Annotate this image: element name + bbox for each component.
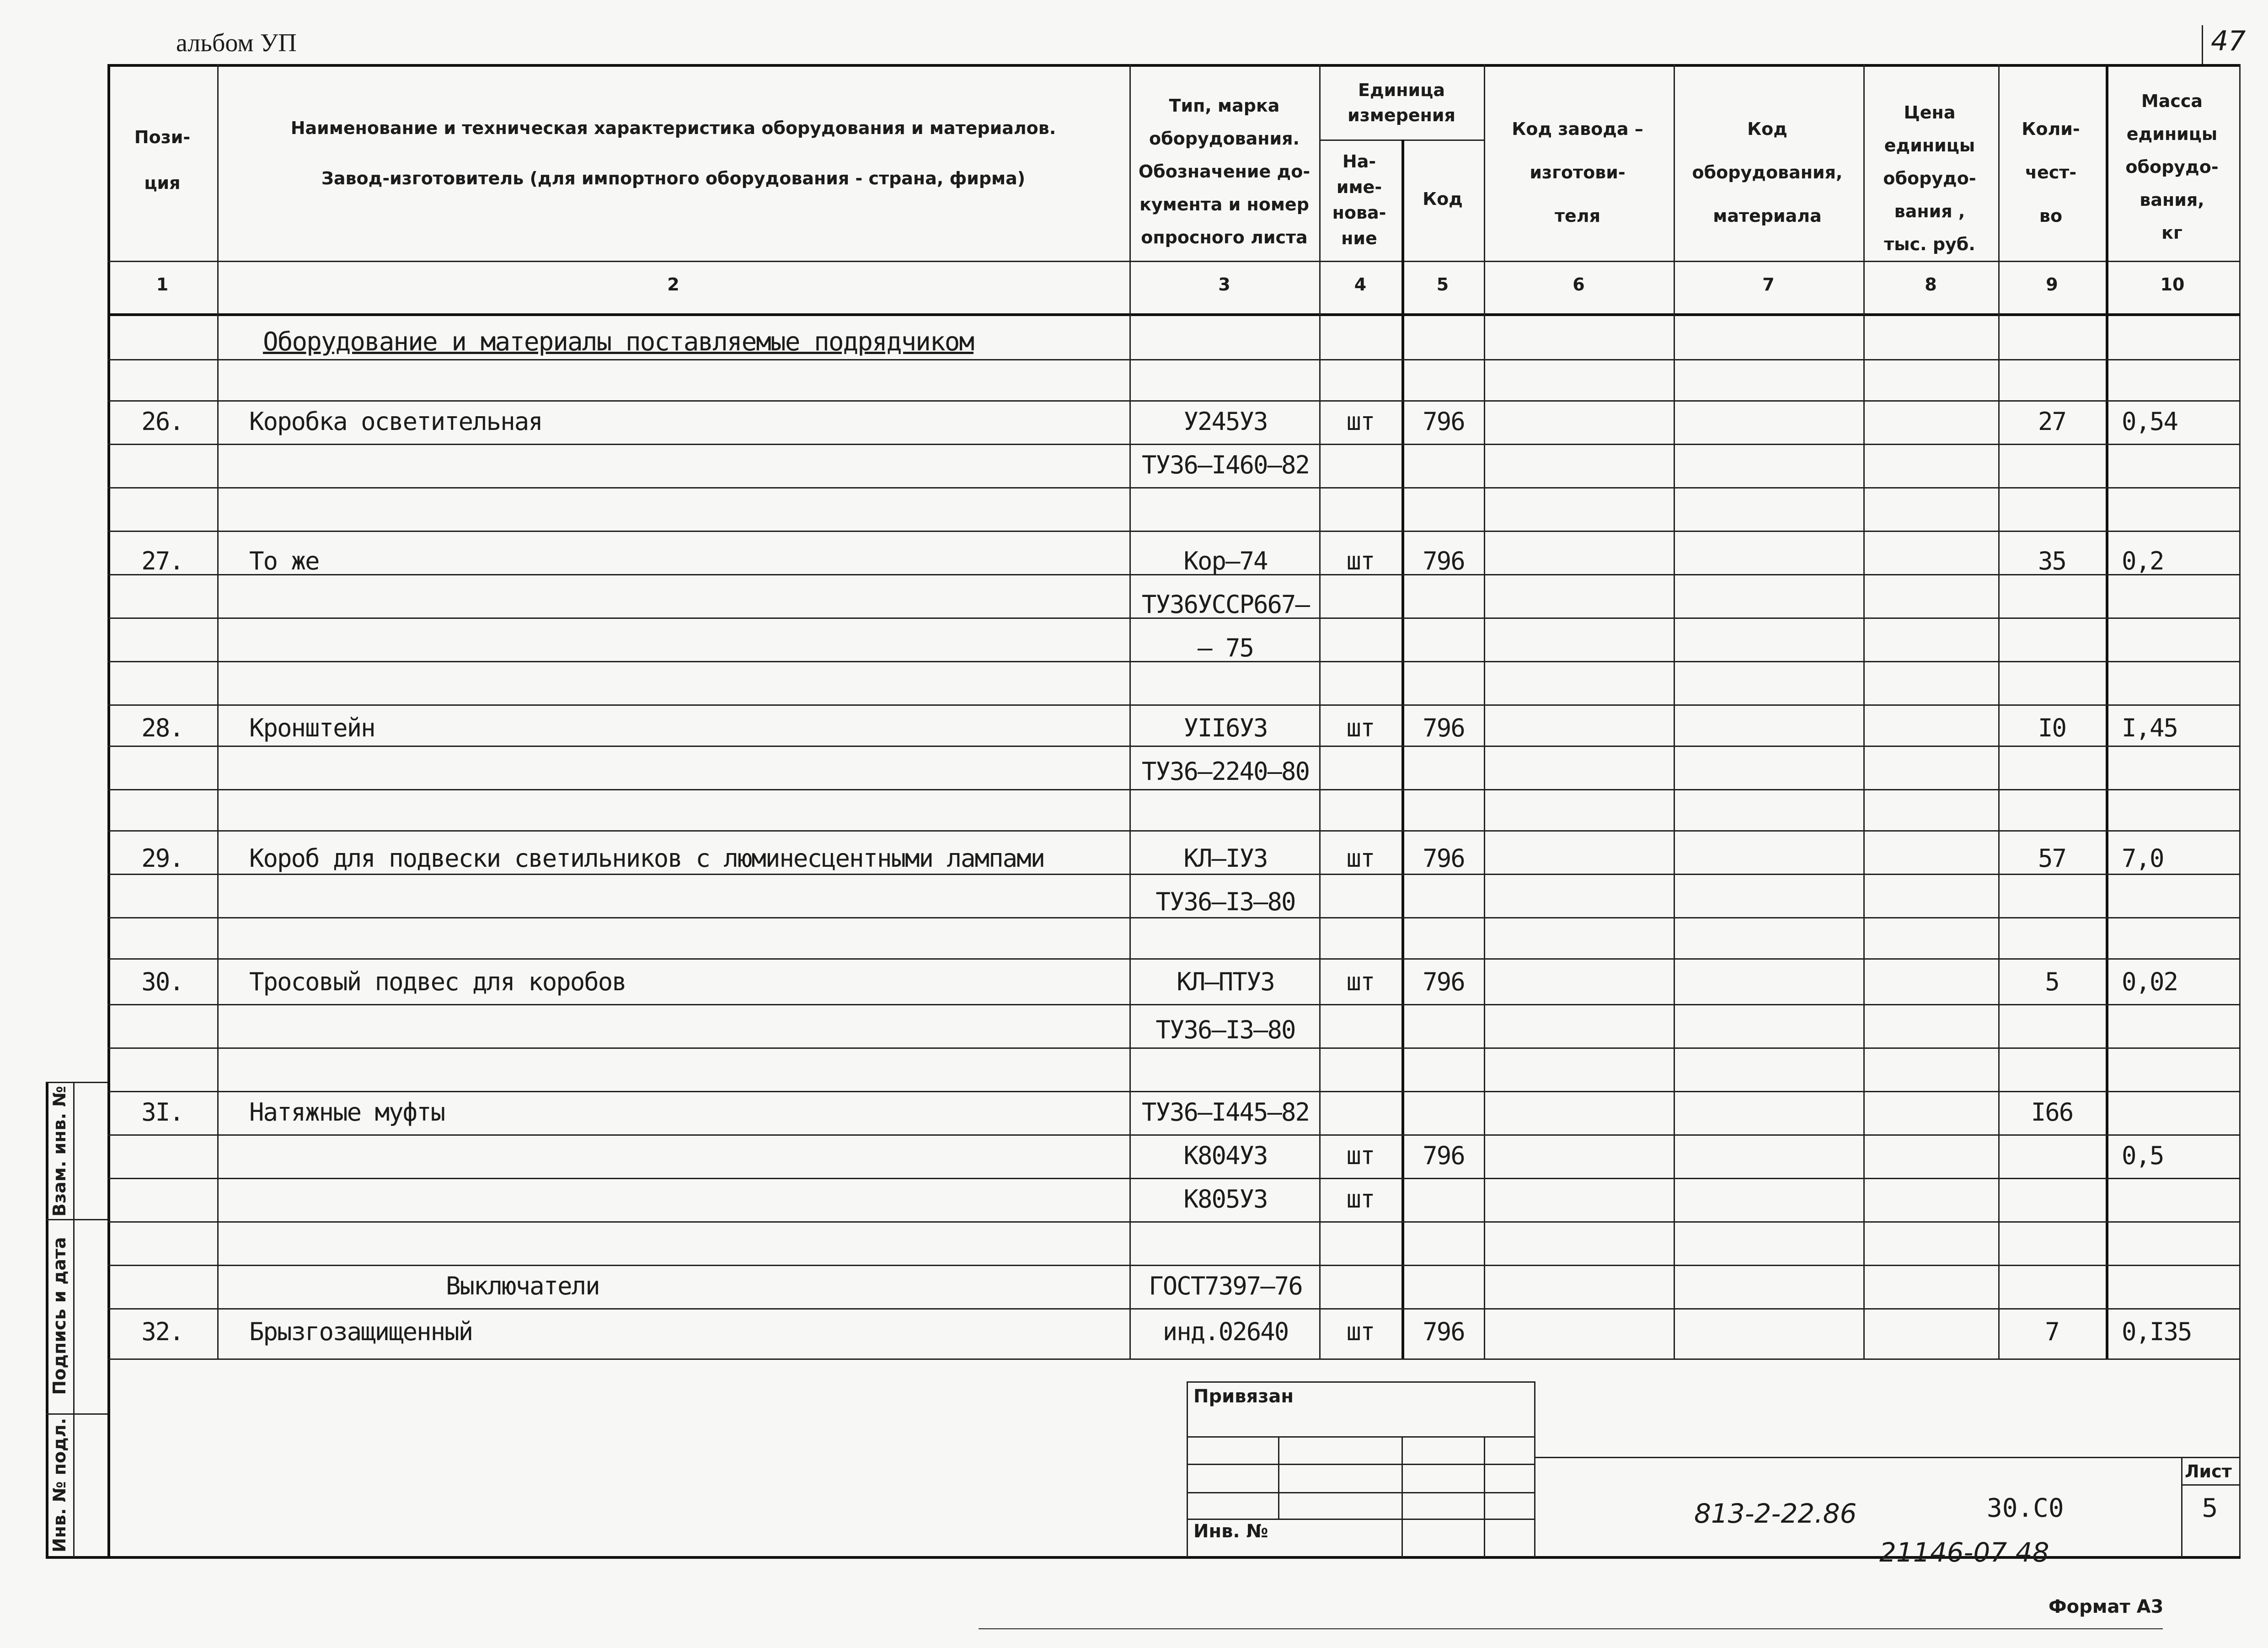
row-mass: 0,54	[2122, 407, 2178, 436]
row-unit: шт	[1346, 844, 1375, 873]
privyazan-row4	[1187, 1519, 1534, 1520]
row-position: 26.	[141, 407, 183, 436]
row-quantity: 35	[2038, 547, 2066, 575]
row-line	[107, 1047, 2241, 1049]
row-name: Натяжные муфты	[249, 1098, 445, 1127]
row-name: Брызгозащищенный	[249, 1317, 473, 1346]
column-number: 1	[156, 274, 169, 295]
header-equipment-code: Код оборудования, материала	[1692, 119, 1843, 226]
header-unit-group: Единица измерения	[1348, 80, 1455, 125]
section-title: Оборудование и материалы поставляемые подрядчиком	[263, 327, 974, 357]
header-price: Цена единицы оборудо- вания , тыс. руб.	[1883, 102, 1976, 254]
side-stamp-left-border	[46, 1082, 48, 1557]
header-bottom-line	[107, 261, 2241, 262]
column-line	[1401, 140, 1404, 1358]
privyazan-col2	[1401, 1436, 1403, 1557]
row-unit: шт	[1346, 1141, 1375, 1170]
privyazan-row2	[1187, 1464, 1534, 1465]
page-mark: 47	[2211, 25, 2246, 57]
privyazan-row1	[1187, 1436, 1534, 1438]
row-line	[107, 917, 2241, 918]
header-name-line1: Наименование и техническая характеристика оборудования и материалов.	[290, 118, 1056, 138]
column-number: 8	[1925, 274, 1937, 295]
row-type: – 75	[1197, 633, 1254, 662]
column-line	[1674, 64, 1675, 1358]
page-mark-divider	[2202, 25, 2203, 66]
row-mass: 0,5	[2122, 1141, 2164, 1170]
album-label: альбом УП	[176, 29, 297, 57]
row-line	[107, 400, 2241, 402]
privyazan-col3	[1484, 1436, 1485, 1557]
row-line	[107, 874, 2241, 875]
header-unit-name: На- име- нова- ние	[1332, 151, 1386, 248]
column-number: 9	[2046, 274, 2058, 295]
row-position: 3I.	[141, 1098, 183, 1127]
column-number: 6	[1573, 274, 1585, 295]
row-quantity: 7	[2045, 1317, 2059, 1346]
row-type: К804У3	[1183, 1141, 1268, 1170]
row-quantity: 57	[2038, 844, 2066, 873]
row-line	[107, 830, 2241, 832]
row-name: То же	[249, 547, 319, 575]
header-quantity: Коли- чест- во	[2022, 119, 2080, 226]
doc-sub-code: 30.C0	[1987, 1493, 2064, 1523]
row-mass: 0,02	[2122, 967, 2178, 996]
row-mass: 0,2	[2122, 547, 2164, 575]
row-line	[107, 359, 2241, 360]
row-unit-code: 796	[1423, 1317, 1465, 1346]
row-type: инд.02640	[1162, 1317, 1289, 1346]
column-line	[1129, 64, 1131, 1358]
row-line	[107, 958, 2241, 960]
colnum-bottom-line	[107, 313, 2241, 316]
header-factory-code: Код завода – изготови- теля	[1512, 119, 1643, 226]
archive-number: 21146-07 48	[1879, 1537, 2049, 1568]
row-line	[107, 1308, 2241, 1310]
list-box-mid	[2181, 1484, 2241, 1486]
row-line	[107, 789, 2241, 790]
code-block-top	[1534, 1457, 2241, 1458]
row-name: Коробка осветительная	[249, 407, 542, 436]
row-line	[107, 1091, 2241, 1092]
row-name: Кронштейн	[249, 714, 375, 742]
column-number: 10	[2160, 274, 2185, 295]
row-line	[107, 1134, 2241, 1136]
column-number: 5	[1436, 274, 1449, 295]
privyazan-col1	[1278, 1436, 1279, 1519]
row-type: ТУ36–I3–80	[1155, 887, 1295, 916]
row-unit-code: 796	[1423, 714, 1465, 742]
row-line	[107, 1265, 2241, 1266]
row-name: Тросовый подвес для коробов	[249, 967, 626, 996]
privyazan-left	[1187, 1381, 1188, 1557]
row-quantity: 5	[2045, 967, 2059, 996]
privyazan-row3	[1187, 1492, 1534, 1493]
row-mass: 0,I35	[2122, 1317, 2192, 1346]
column-number: 2	[667, 274, 679, 295]
header-unit-code: Код	[1423, 189, 1463, 209]
row-unit: шт	[1346, 547, 1375, 575]
row-type: Кор–74	[1183, 547, 1268, 575]
row-type: У245У3	[1183, 407, 1268, 436]
row-type: КЛ–ПТУ3	[1177, 967, 1274, 996]
row-position: 28.	[141, 714, 183, 742]
list-box-left	[2181, 1457, 2182, 1557]
side-inv-label: Инв. № подл.	[49, 1417, 70, 1553]
row-unit-code: 796	[1423, 844, 1465, 873]
header-position: Пози- ция	[134, 127, 191, 193]
row-type: ТУ36УССР667–	[1141, 590, 1310, 619]
row-line	[107, 704, 2241, 706]
row-unit-code: 796	[1423, 967, 1465, 996]
row-unit-code: 796	[1423, 547, 1465, 575]
row-type: ГОСТ7397–76	[1149, 1272, 1302, 1300]
row-line	[107, 444, 2241, 445]
list-number: 5	[2202, 1493, 2218, 1523]
row-name: Выключатели	[446, 1272, 599, 1300]
column-number: 7	[1762, 274, 1775, 295]
row-line	[107, 1221, 2241, 1223]
row-type: ТУ36–I460–82	[1141, 451, 1310, 479]
side-vzam-label: Взам. инв. №	[49, 1086, 70, 1217]
header-mass: Масса единицы оборудо- вания, кг	[2125, 91, 2219, 243]
row-unit: шт	[1346, 1317, 1375, 1346]
row-line	[107, 1178, 2241, 1179]
row-quantity: 27	[2038, 407, 2066, 436]
row-unit: шт	[1346, 714, 1375, 742]
bottom-rule	[979, 1628, 2163, 1629]
privyazan-right	[1534, 1381, 1535, 1557]
row-unit-code: 796	[1423, 407, 1465, 436]
side-stamp-inner	[73, 1082, 75, 1557]
row-type: ТУ36–I3–80	[1155, 1015, 1295, 1044]
side-podpis-label: Подпись и дата	[49, 1237, 70, 1395]
row-line	[107, 1004, 2241, 1005]
row-type: ТУ36–2240–80	[1141, 757, 1310, 786]
row-unit: шт	[1346, 1185, 1375, 1213]
privyazan-label: Привязан	[1193, 1386, 1294, 1407]
row-mass: 7,0	[2122, 844, 2164, 873]
row-position: 32.	[141, 1317, 183, 1346]
row-name: Короб для подвески светильников с люминесцентными лампами	[249, 844, 1045, 873]
privyazan-top	[1187, 1381, 1534, 1383]
inv-no-label: Инв. №	[1193, 1521, 1268, 1542]
row-quantity: I66	[2031, 1098, 2073, 1127]
row-position: 29.	[141, 844, 183, 873]
row-unit: шт	[1346, 407, 1375, 436]
list-label: Лист	[2185, 1461, 2232, 1482]
row-position: 27.	[141, 547, 183, 575]
row-mass: I,45	[2122, 714, 2178, 742]
column-line	[1998, 64, 2000, 1358]
row-quantity: I0	[2038, 714, 2066, 742]
row-type: ТУ36–I445–82	[1141, 1098, 1310, 1127]
row-type: К805У3	[1183, 1185, 1268, 1213]
table-top-border	[107, 64, 2241, 67]
body-bottom-line	[107, 1358, 2241, 1360]
column-number: 4	[1354, 274, 1367, 295]
header-type: Тип, марка оборудования. Обозначение до- кумента и номер опросного листа	[1138, 96, 1311, 247]
format-label: Формат А3	[2049, 1596, 2164, 1617]
row-unit-code: 796	[1423, 1141, 1465, 1170]
row-type: УII6У3	[1183, 714, 1268, 742]
row-line	[107, 531, 2241, 532]
column-number: 3	[1218, 274, 1230, 295]
row-type: КЛ–IУ3	[1183, 844, 1268, 873]
row-line	[107, 746, 2241, 747]
row-unit: шт	[1346, 967, 1375, 996]
row-position: 30.	[141, 967, 183, 996]
header-name-line2: Завод-изготовитель (для импортного оборудования - страна, фирма)	[321, 168, 1026, 188]
doc-code: 813-2-22.86	[1694, 1498, 1857, 1529]
row-line	[107, 487, 2241, 488]
column-line	[217, 64, 219, 1358]
